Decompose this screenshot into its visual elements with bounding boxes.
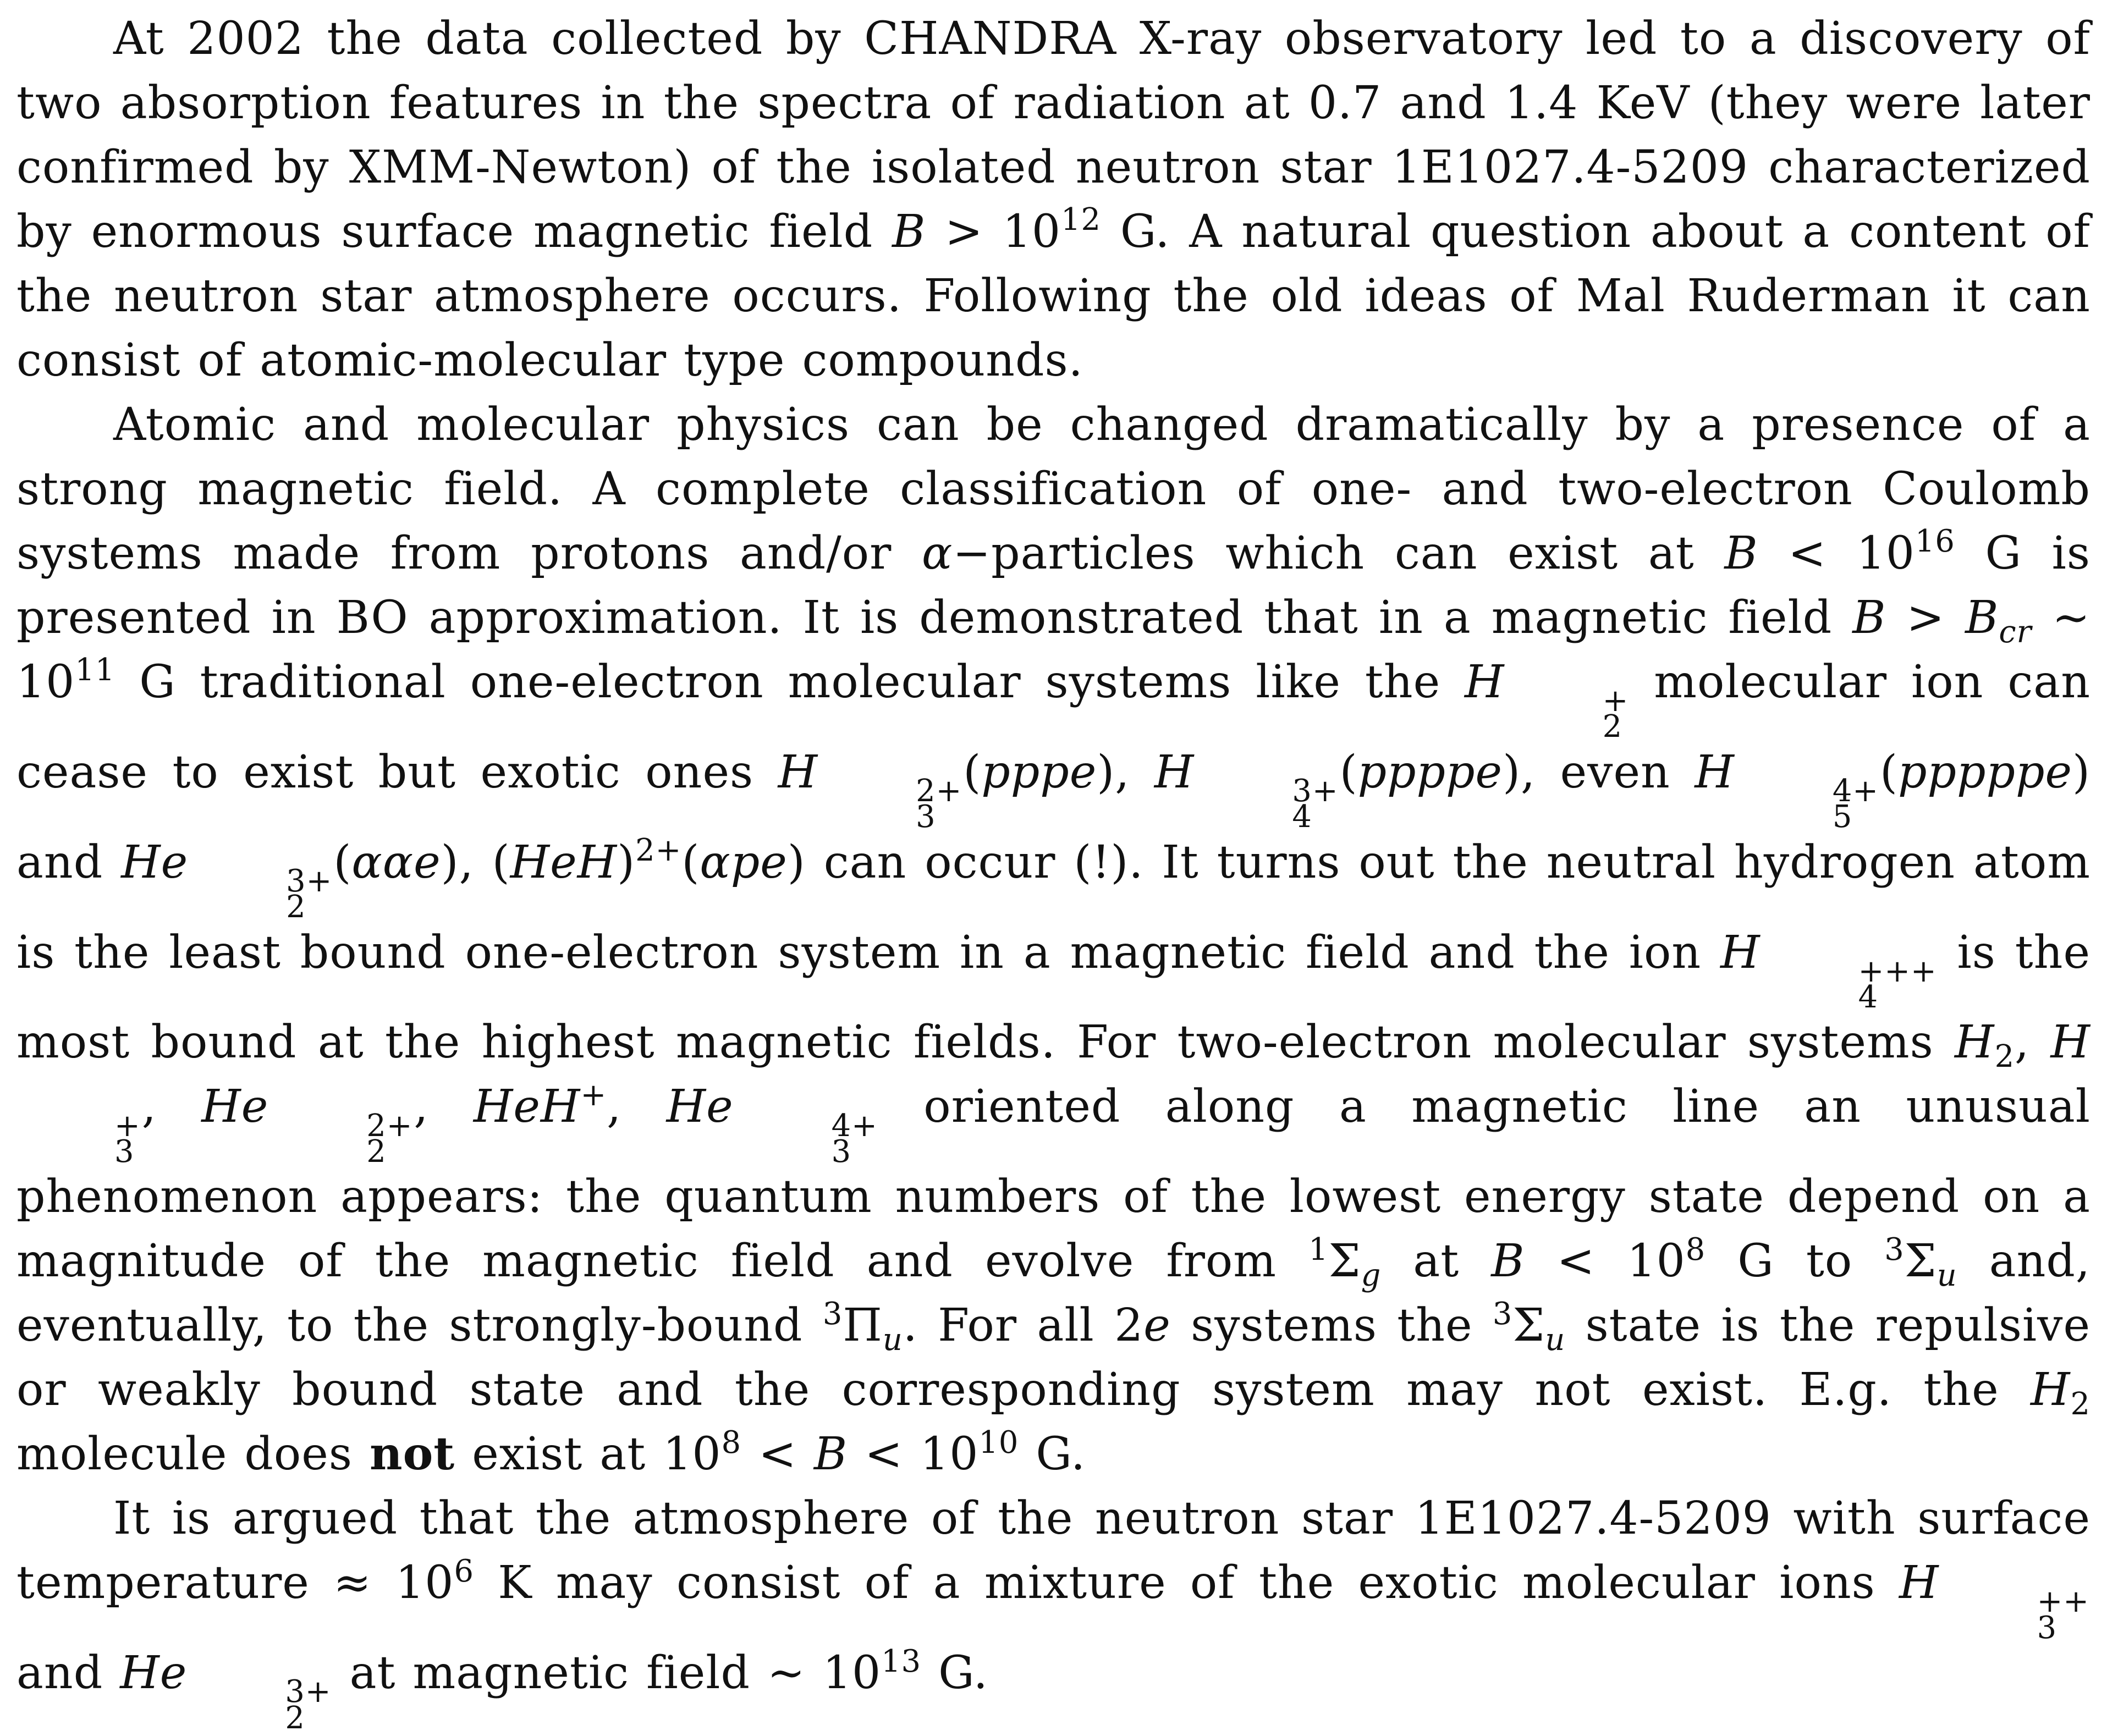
paragraph-3: It is argued that the atmosphere of the neutron star 1E1027.4-5209 with surface temperature ≈ $10^6$ K may consist of a mixture of the exotic molecular ions H ++ 3 and He 3+ 2 at magnetic field ∼ $10^{13}$ G. [16,1492,2091,1736]
paragraph-1: At 2002 the data collected by CHANDRA X-ray observatory led to a discovery of two absorption features in the spectra of radiation at 0.7 and 1.4 KeV (they were later confirmed by XMM-Newton) of the isolated neutron star 1E1027.4-5209 characterized by enormous surface magnetic field $B > 10^{12}$ G. A natural question about a content of the neutron star atmosphere occurs. Following the old ideas of Mal Ruderman it can consist of atomic-molecular type compounds. [16,13,2091,387]
paragraph-2: Atomic and molecular physics can be changed dramatically by a presence of a strong magnetic field. A complete classification of one- and two-electron Coulomb systems made from protons and/or α−particles which can exist at $B < 10^{16}$ G is presented in BO approximation. It is demonstrated that in a magnetic field $B > B_{cr}$ ∼ $10^{11}$ G traditional one-electron molecular systems like the H + 2 molecular ion can cease to exist but exotic ones H 2+ 3 (pppe), H 3+ 4 (ppppe), even H 4+ 5 (pppppe) and He 3+ 2 (ααe), (HeH)$^{2+}$(αpe) can occur (!). It turns out the neutral hydrogen atom is the least bound one-electron system in a magnetic field and the ion H +++ 4 is the most bound at the highest magnetic fields. For two-electron molecular systems $H_2$, H + 3 , He 2+ 2 , HeH+, He 4+ 3 oriented along a magnetic line an unusual phenomenon appears: the quantum numbers of the lowest energy state depend on a magnitude of the magnetic field and evolve from $^1\Sigma_g$ at $B < 10^8$ G to $^3\Sigma_u$ and, eventually, to the strongly-bound $^3\Pi_u$. For all 2e systems the $^3\Sigma_u$ state is the repulsive or weakly bound state and the corresponding system may not exist. E.g. the $H_2$ molecule does not exist at $10^8 < B < 10^{10}$ G. [16,399,2091,1481]
